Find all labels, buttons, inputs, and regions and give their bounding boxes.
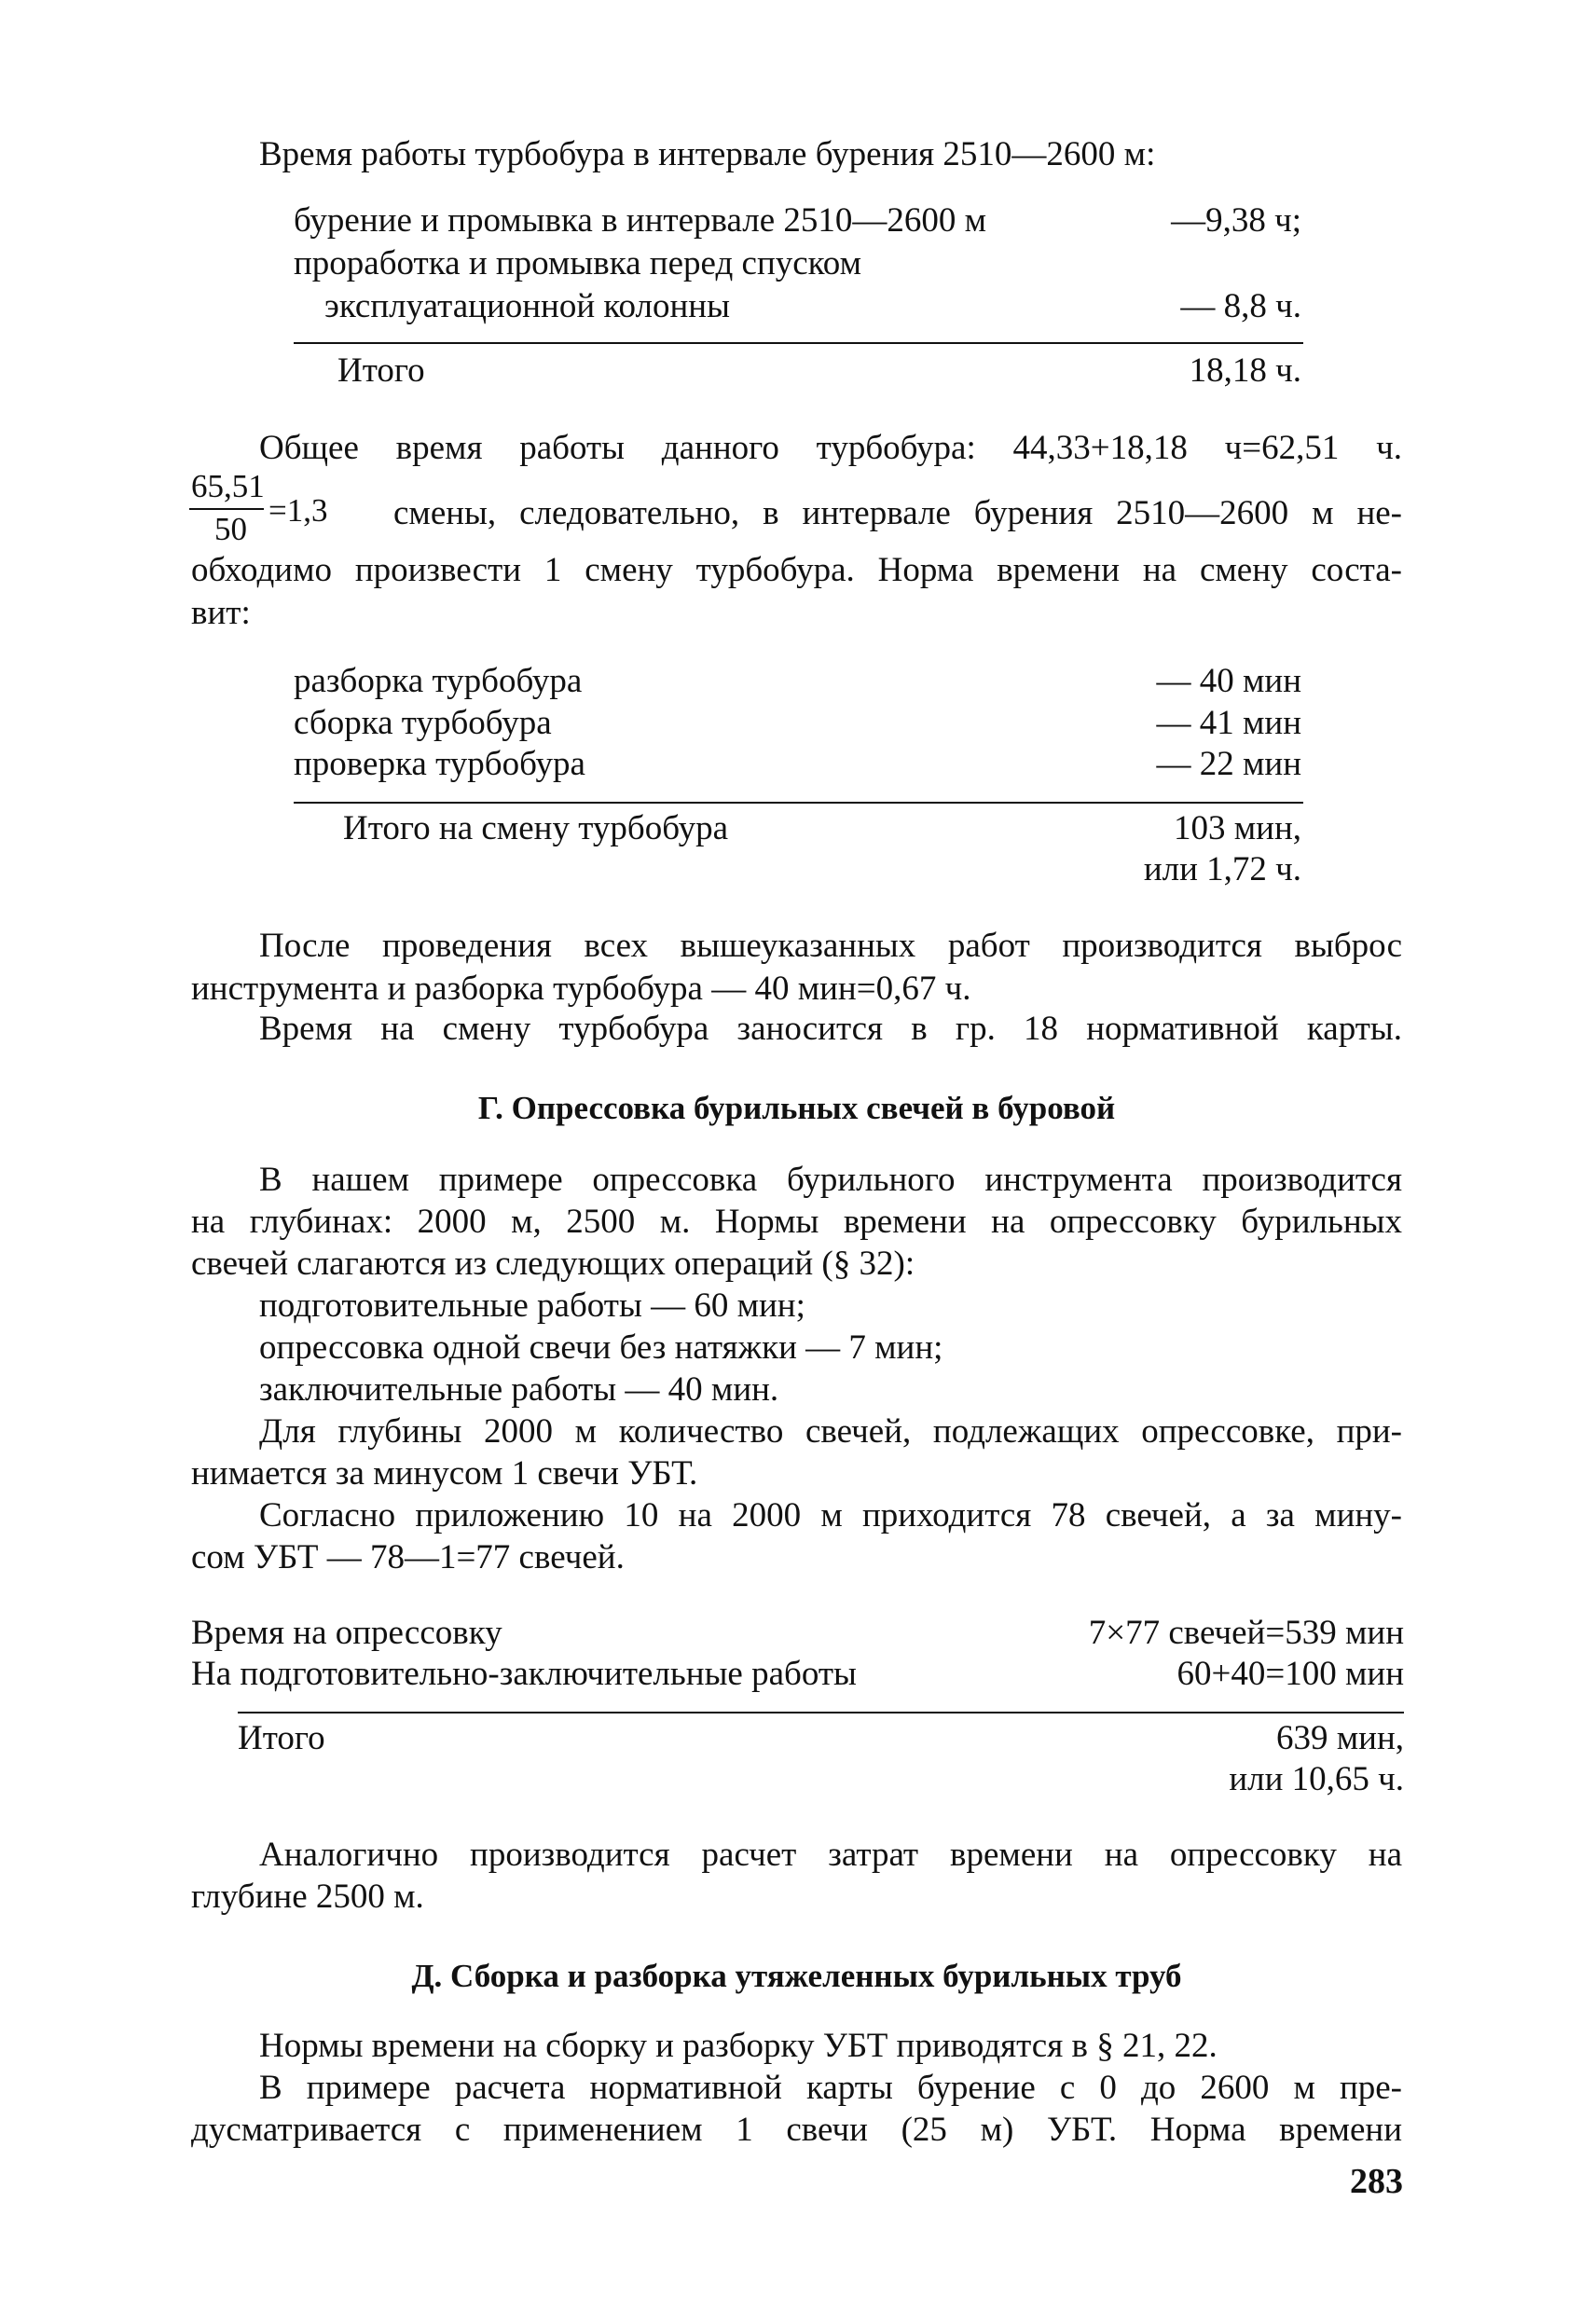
page-number: 283 bbox=[1350, 2162, 1403, 2201]
list2-item-value: — 40 мин bbox=[1156, 662, 1301, 700]
body-line: заключительные работы — 40 мин. bbox=[259, 1370, 779, 1409]
body-line: В примере расчета нормативной карты бурение с 0 до 2600 м пре- bbox=[259, 2069, 1402, 2107]
body-line: В нашем примере опрессовка бурильного инструмента производится bbox=[259, 1161, 1402, 1199]
total3-label: Итого bbox=[238, 1719, 325, 1757]
calc-row-label: На подготовительно-заключительные работы bbox=[191, 1655, 857, 1693]
total3-value-alt: или 10,65 ч. bbox=[1229, 1760, 1404, 1798]
list2-item-value: — 22 мин bbox=[1156, 745, 1301, 783]
body-line: сом УБТ — 78—1=77 свечей. bbox=[191, 1538, 625, 1576]
body-line: Для глубины 2000 м количество свечей, подлежащих опрессовке, при- bbox=[259, 1412, 1402, 1451]
body-line: Нормы времени на сборку и разборку УБТ приводятся в § 21, 22. bbox=[259, 2027, 1218, 2065]
total2-label: Итого на смену турбобура bbox=[343, 809, 729, 847]
body-line: Аналогично производится расчет затрат времени на опрессовку на bbox=[259, 1836, 1402, 1874]
body-line: Время на смену турбобура заносится в гр. 18 нормативной карты. bbox=[259, 1010, 1402, 1048]
body-line: опрессовка одной свечи без натяжки — 7 мин; bbox=[259, 1328, 943, 1367]
general-time-line: Общее время работы данного турбобура: 44,33+18,18 ч=62,51 ч. bbox=[259, 429, 1402, 467]
fraction-result: =1,3 bbox=[268, 492, 328, 529]
body-line: нимается за минусом 1 свечи УБТ. bbox=[191, 1454, 698, 1493]
fraction-denominator: 50 bbox=[214, 511, 247, 547]
list2-item-label: проверка турбобура bbox=[294, 745, 585, 783]
total1-label: Итого bbox=[337, 351, 425, 390]
list1-item-value: —9,38 ч; bbox=[1171, 201, 1301, 240]
body-line: инструмента и разборка турбобура — 40 мин=0,67 ч. bbox=[191, 970, 971, 1008]
body-line: дусматривается с применением 1 свечи (25 м) УБТ. Норма времени bbox=[191, 2111, 1402, 2149]
body-line: свечей слагаются из следующих операций (§ 32): bbox=[191, 1245, 915, 1283]
total3-value: 639 мин, bbox=[1275, 1719, 1404, 1757]
body-line: подготовительные работы — 60 мин; bbox=[259, 1287, 805, 1325]
body-line: Согласно приложению 10 на 2000 м приходится 78 свечей, а за мину- bbox=[259, 1496, 1402, 1534]
total-divider bbox=[238, 1712, 1404, 1713]
list2-item-label: разборка турбобура bbox=[294, 662, 583, 700]
section-heading: Д. Сборка и разборка утяжеленных бурильных труб bbox=[411, 1958, 1182, 1994]
list1-item-label: проработка и промывка перед спуском bbox=[294, 244, 861, 282]
fraction-bar bbox=[189, 508, 264, 510]
total2-value-alt: или 1,72 ч. bbox=[1143, 850, 1301, 888]
list1-item-label: бурение и промывка в интервале 2510—2600 м bbox=[294, 201, 987, 240]
calc-row-label: Время на опрессовку bbox=[191, 1614, 502, 1652]
body-line: на глубинах: 2000 м, 2500 м. Нормы времени на опрессовку бурильных bbox=[191, 1203, 1402, 1241]
shift-text-line: смены, следовательно, в интервале бурения 2510—2600 м не- bbox=[393, 494, 1402, 532]
body-line: После проведения всех вышеуказанных работ производится выброс bbox=[259, 927, 1402, 965]
calc-row-value: 7×77 свечей=539 мин bbox=[1088, 1614, 1404, 1652]
section-heading: Г. Опрессовка бурильных свечей в буровой bbox=[477, 1090, 1116, 1126]
list2-item-value: — 41 мин bbox=[1156, 704, 1301, 742]
intro-line: Время работы турбобура в интервале бурения 2510—2600 м: bbox=[259, 135, 1156, 173]
shift-text-line: обходимо произвести 1 смену турбобура. Норма времени на смену соста- bbox=[191, 551, 1402, 589]
total-divider bbox=[294, 802, 1303, 804]
body-line: глубине 2500 м. bbox=[191, 1878, 424, 1916]
list2-item-label: сборка турбобура bbox=[294, 704, 552, 742]
total2-value: 103 мин, bbox=[1173, 809, 1301, 847]
shift-text-line: вит: bbox=[191, 594, 251, 632]
total-divider bbox=[294, 342, 1303, 344]
total1-value: 18,18 ч. bbox=[1189, 351, 1301, 390]
list1-item-label: эксплуатационной колонны bbox=[324, 287, 730, 325]
list1-item-value: — 8,8 ч. bbox=[1180, 287, 1301, 325]
fraction-numerator: 65,51 bbox=[191, 468, 265, 504]
calc-row-value: 60+40=100 мин bbox=[1176, 1655, 1404, 1693]
